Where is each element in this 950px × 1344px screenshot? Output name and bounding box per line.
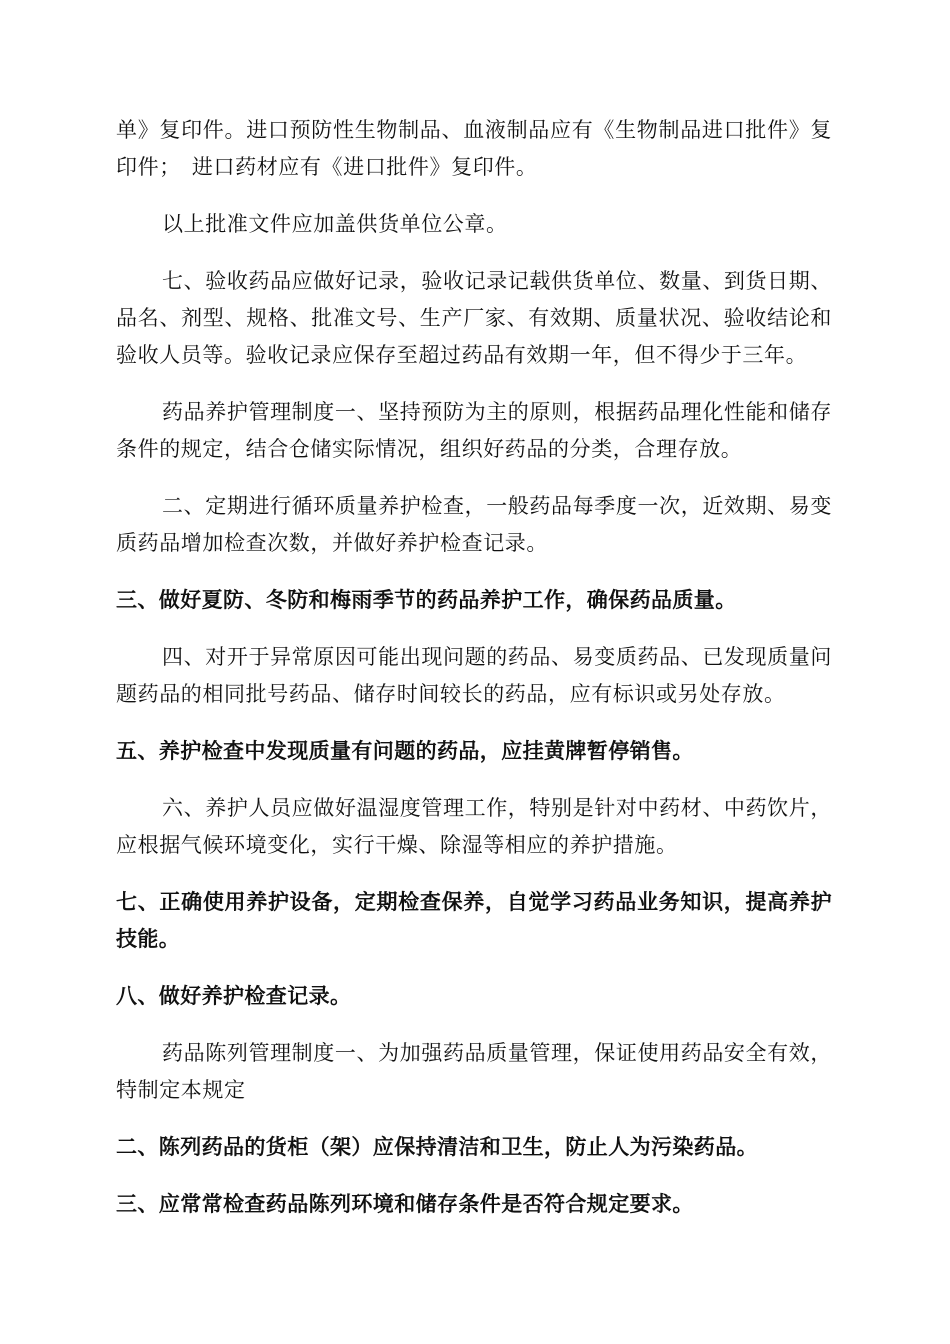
paragraph-maintenance-rule-8: 八、做好养护检查记录。 [116, 984, 352, 1008]
paragraph-display-rule-1: 药品陈列管理制度一、为加强药品质量管理，保证使用药品安全有效，特制定本规定 [116, 1041, 832, 1102]
paragraph-import-documents: 单》复印件。进口预防性生物制品、血液制品应有《生物制品进口批件》复印件； 进口药材应有《进口批件》复印件。 [116, 118, 832, 179]
paragraph-display-rule-2: 二、陈列药品的货柜（架）应保持清洁和卫生，防止人为污染药品。 [116, 1135, 758, 1159]
paragraph-acceptance-records: 七、验收药品应做好记录，验收记录记载供货单位、数量、到货日期、品名、剂型、规格、批准文号、生产厂家、有效期、质量状况、验收结论和验收人员等。验收记录应保存至超过药品有效期一年，但不得少于三年。 [116, 269, 832, 367]
paragraph-display-rule-3: 三、应常常检查药品陈列环境和储存条件是否符合规定要求。 [116, 1192, 694, 1216]
paragraph-maintenance-rule-3: 三、做好夏防、冬防和梅雨季节的药品养护工作，确保药品质量。 [116, 588, 737, 612]
paragraph-seal-requirement: 以上批准文件应加盖供货单位公章。 [162, 212, 508, 236]
paragraph-maintenance-rule-7: 七、正确使用养护设备，定期检查保养，自觉学习药品业务知识，提高养护技能。 [116, 890, 832, 951]
document-body [116, 112, 832, 1243]
paragraph-maintenance-rule-1: 药品养护管理制度一、坚持预防为主的原则，根据药品理化性能和储存条件的规定，结合仓储实际情况，组织好药品的分类，合理存放。 [116, 400, 832, 461]
paragraph-maintenance-rule-2: 二、定期进行循环质量养护检查，一般药品每季度一次，近效期、易变质药品增加检查次数，并做好养护检查记录。 [116, 494, 832, 555]
paragraph-maintenance-rule-6: 六、养护人员应做好温湿度管理工作，特别是针对中药材、中药饮片，应根据气候环境变化，实行干燥、除湿等相应的养护措施。 [116, 796, 832, 857]
paragraph-maintenance-rule-5: 五、养护检查中发现质量有问题的药品，应挂黄牌暂停销售。 [116, 739, 694, 763]
paragraph-maintenance-rule-4: 四、对开于异常原因可能出现问题的药品、易变质药品、已发现质量问题药品的相同批号药品、储存时间较长的药品，应有标识或另处存放。 [116, 645, 832, 706]
